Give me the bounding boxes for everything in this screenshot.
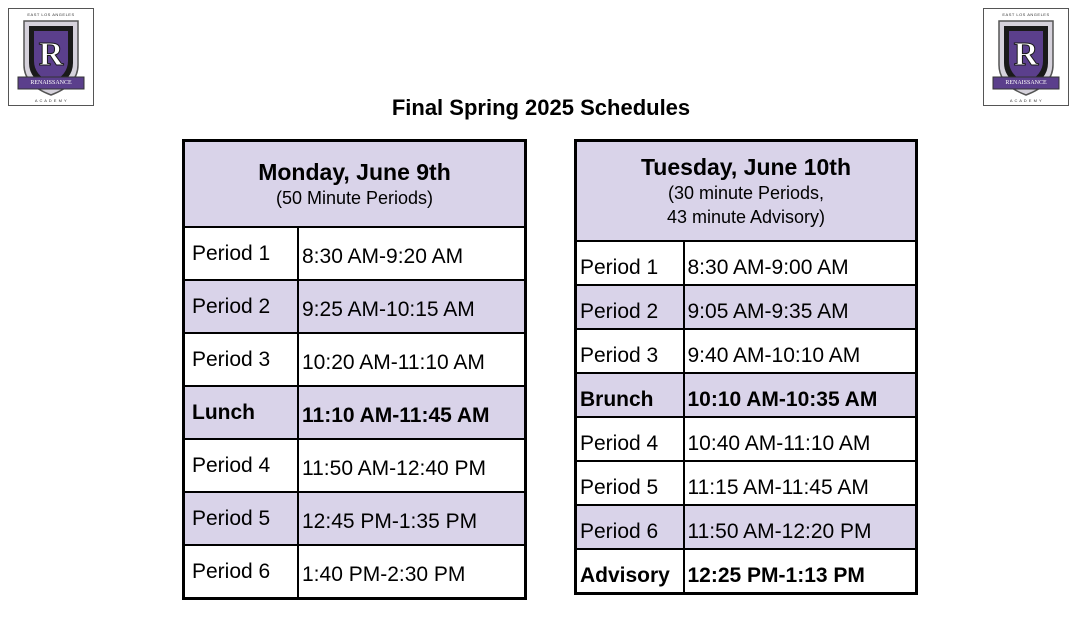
table-row (576, 505, 917, 549)
period-time: 1:40 PM-2:30 PM (298, 545, 526, 599)
table-row (576, 285, 917, 329)
period-time: 9:40 AM-10:10 AM (684, 329, 917, 373)
school-logo-right (983, 8, 1069, 106)
tuesday-subtitle-line1: (30 minute Periods, (667, 183, 825, 204)
period-label: Brunch (576, 373, 684, 417)
period-time: 11:15 AM-11:45 AM (684, 461, 917, 505)
period-time: 8:30 AM-9:20 AM (298, 227, 526, 280)
table-row (576, 461, 917, 505)
monday-header (184, 141, 526, 228)
logo-banner-text: RENAISSANCE (30, 80, 72, 86)
period-time: 12:45 PM-1:35 PM (298, 492, 526, 545)
page-title: Final Spring 2025 Schedules (391, 95, 691, 120)
logo-banner-text: RENAISSANCE (1005, 80, 1047, 86)
table-row (184, 386, 526, 439)
period-label: Period 5 (184, 492, 299, 545)
period-time: 9:25 AM-10:15 AM (298, 280, 526, 333)
table-row (184, 280, 526, 333)
tuesday-subtitle-line2: 43 minute Advisory) (666, 207, 826, 228)
tuesday-schedule-table (574, 139, 918, 595)
period-label: Period 4 (576, 417, 684, 461)
period-label: Period 6 (576, 505, 684, 549)
crest-icon (14, 13, 88, 101)
tuesday-day-label: Tuesday, June 10th (640, 154, 852, 181)
svg-text:R: R (38, 36, 64, 73)
period-label: Period 5 (576, 461, 684, 505)
table-row (576, 549, 917, 593)
table-row (184, 492, 526, 545)
period-label: Period 6 (184, 545, 299, 599)
logo-top-text: EAST LOS ANGELES (1002, 12, 1050, 17)
period-time: 11:50 AM-12:20 PM (684, 505, 917, 549)
logo-bottom-text: A C A D E M Y (34, 98, 68, 103)
period-time: 9:05 AM-9:35 AM (684, 285, 917, 329)
period-label: Period 3 (184, 333, 299, 386)
table-row (576, 373, 917, 417)
table-row (184, 545, 526, 599)
period-label: Period 4 (184, 439, 299, 492)
period-label: Lunch (184, 386, 299, 439)
table-row (576, 329, 917, 373)
table-row (576, 417, 917, 461)
crest-icon (989, 13, 1063, 101)
monday-subtitle: (50 Minute Periods) (275, 188, 434, 209)
tuesday-header (576, 141, 917, 242)
period-time: 12:25 PM-1:13 PM (684, 549, 917, 593)
monday-day-label: Monday, June 9th (258, 158, 451, 185)
period-time: 11:10 AM-11:45 AM (298, 386, 526, 439)
period-label: Period 2 (184, 280, 299, 333)
period-time: 10:20 AM-11:10 AM (298, 333, 526, 386)
period-time: 8:30 AM-9:00 AM (684, 241, 917, 285)
svg-text:R: R (1013, 36, 1039, 73)
table-row (576, 241, 917, 285)
period-time: 11:50 AM-12:40 PM (298, 439, 526, 492)
period-label: Period 3 (576, 329, 684, 373)
table-row (184, 439, 526, 492)
logo-bottom-text: A C A D E M Y (1009, 98, 1043, 103)
period-label: Period 2 (576, 285, 684, 329)
monday-schedule-table (182, 139, 527, 600)
logo-top-text: EAST LOS ANGELES (27, 12, 75, 17)
period-label: Advisory (576, 549, 684, 593)
table-row (184, 227, 526, 280)
period-label: Period 1 (576, 241, 684, 285)
school-logo-left (8, 8, 94, 106)
period-time: 10:10 AM-10:35 AM (684, 373, 917, 417)
period-label: Period 1 (184, 227, 299, 280)
table-row (184, 333, 526, 386)
period-time: 10:40 AM-11:10 AM (684, 417, 917, 461)
